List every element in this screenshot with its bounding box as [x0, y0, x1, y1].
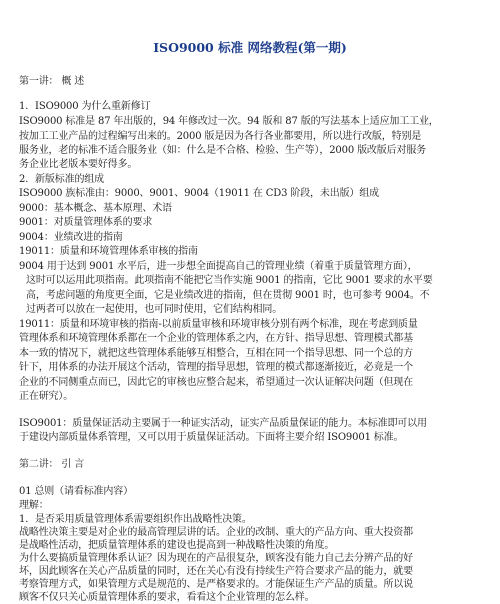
- text-line: 服务业，老的标准不适合服务业（如：什么是不合格、检验、生产等），2000 版改版后对服务: [19, 145, 427, 156]
- text-line: 1．是否采用质量管理体系需要组织作出战略性决策。: [19, 514, 252, 525]
- text-line: 过两者可以放在一起使用，也可同时使用，它们结构相同。: [26, 304, 283, 315]
- text-line: 坏，因此顾客在关心产品质量的同时，还在关心有没有持续生产符合要求产品的能力，就要: [19, 566, 413, 577]
- document-title: ISO9000 标准 网络教程(第一期): [153, 40, 347, 55]
- text-line: 19011：质量和环境审核的指南-以前质量审核和环境审核分别有两个标准，现在考虑到质量: [19, 319, 418, 330]
- text-line: 理解：: [19, 500, 49, 511]
- text-line: 01 总则（请看标准内容）: [19, 486, 133, 497]
- section-heading-1: 第一讲： 概 述: [19, 76, 85, 87]
- text-line: 9004：业绩改进的指南: [19, 232, 123, 243]
- text-line: 战略性决策主要是对企业的最高管理层讲的话。企业的改制、重大的产品方向、重大投资都: [19, 527, 413, 538]
- text-line: 9004 用于达到 9001 水平后，进一步想全面提高自己的管理业绩（着重于质量管理方面），: [19, 261, 418, 272]
- text-line: 于建设内部质量体系管理，又可以用于质量保证活动。下面将主要介绍 ISO9001 标准。: [19, 432, 404, 443]
- text-line: 9001：对质量管理体系的要求: [19, 217, 153, 228]
- text-line: 19011：质量和环境管理体系审核的指南: [19, 246, 198, 257]
- text-line: 务企业比老版本要好得多。: [19, 159, 138, 170]
- text-line: 1．ISO9000 为什么重新修订: [19, 101, 151, 112]
- text-line: 本一致的情况下，就把这些管理体系能够互相整合，互相在同一个指导思想、同一个总的方: [19, 348, 413, 359]
- text-line: 9000：基本概念、基本原理、术语: [19, 203, 172, 214]
- text-line: 顾客不仅只关心质量管理体系的要求，看看这个企业管理的怎么样。: [19, 592, 315, 603]
- text-line: 企业的不同侧重点而已，因此它的审核也应整合起来，希望通过一次认证解决问题（但现在: [19, 377, 413, 388]
- text-line: 是战略性活动，把质量管理体系的建设也提高到一种战略性决策的角度。: [19, 540, 335, 551]
- text-line: 按加工工业产品的过程编写出来的。2000 版是因为各行各业都要用，所以进行改版，特别是: [19, 131, 422, 142]
- text-line: 针下，用体系的办法开展这个活动，管理的指导思想，管理的模式都逐渐接近，必竟是一个: [19, 362, 413, 373]
- text-line: 为什么要搞质量管理体系认证？因为现在的产品很复杂，顾客没有能力自己去分辨产品的好: [19, 553, 413, 564]
- text-line: ISO9001：质量保证活动主要属于一种证实活动，证实产品质量保证的能力。本标准即可以用: [19, 418, 427, 429]
- text-line: 管理体系和环境管理体系都在一个企业的管理体系之内，在方针、指导思想、管理模式都基: [19, 333, 413, 344]
- text-line: ISO9000 标准是 87 年出版的，94 年修改过一次。94 版和 87 版的写法基本上适应加工工业，: [19, 116, 439, 127]
- text-line: 这时可以运用此项指南。此项指南不能把它当作实施 9001 的指南，它比 9001 要求的水平要: [26, 275, 433, 286]
- text-line: 2．新版标准的组成: [19, 174, 105, 185]
- text-line: 高，考虑问题的角度更全面，它是业绩改进的指南，但在贯彻 9001 时，也可参考 9004。不: [26, 290, 430, 301]
- text-line: 正在研究）。: [19, 391, 74, 402]
- text-line: ISO9000 族标准由：9000、9001、9004（19011 在 CD3 阶段，未出版）组成: [19, 188, 380, 199]
- text-line: 考察管理方式，如果管理方式是规范的、是严格要求的。才能保证生产产品的质量。所以说: [19, 579, 413, 590]
- section-heading-2: 第二讲： 引 言: [19, 459, 85, 470]
